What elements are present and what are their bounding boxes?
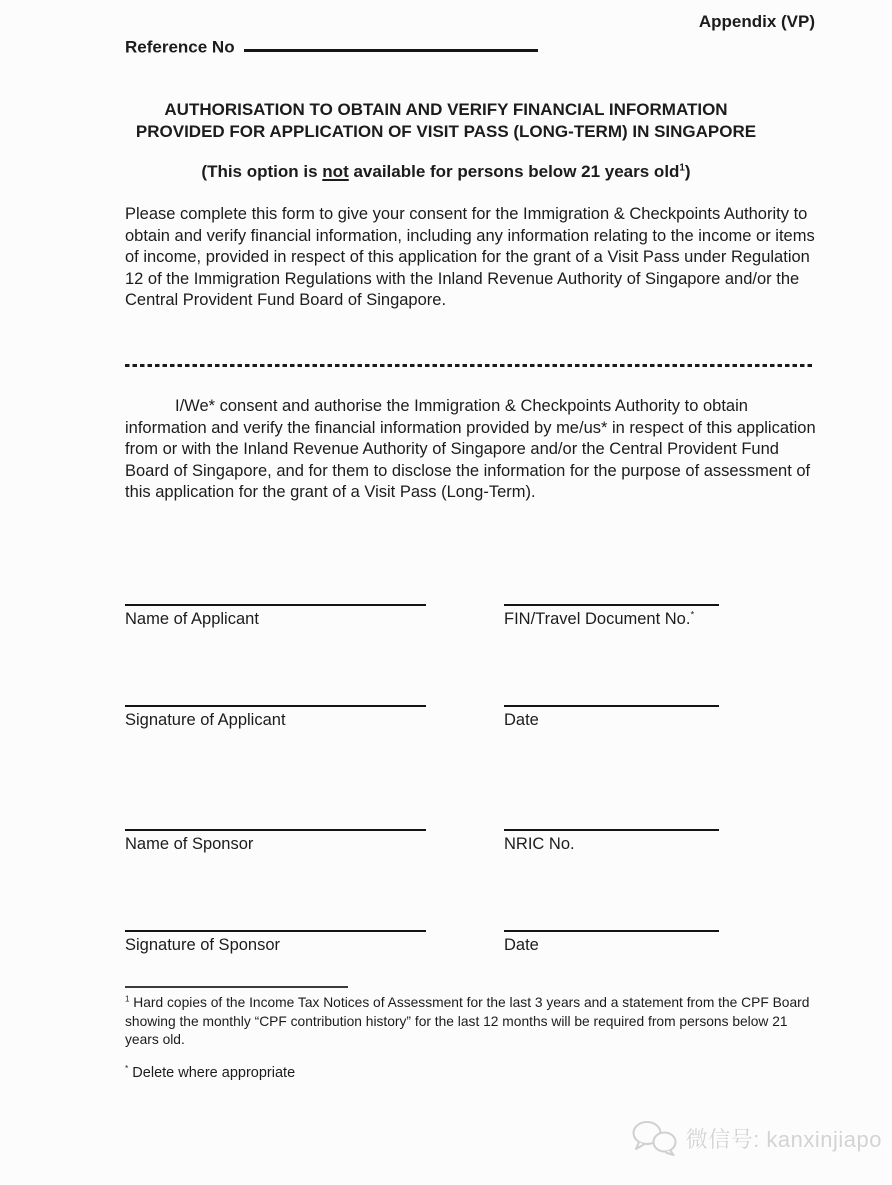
signature-line	[125, 705, 426, 707]
footnote-1-text: Hard copies of the Income Tax Notices of Assessment for the last 3 years and a statement from the CPF Board showing the monthly “CPF contribution history” for the last 12 months will be required from persons below 21 years old.	[125, 995, 810, 1048]
field-label: Date	[504, 711, 539, 729]
age-note-superscript: 1	[679, 162, 685, 174]
field-label: Name of Sponsor	[125, 835, 254, 853]
footnote-delete-where-appropriate	[125, 1064, 817, 1083]
age-note-pre: (This option is	[201, 162, 323, 181]
reference-row	[125, 35, 538, 57]
reference-label: Reference No	[125, 37, 235, 57]
field-label	[504, 610, 719, 629]
field-date-applicant	[504, 705, 719, 730]
consent-paragraph: I/We* consent and authorise the Immigration & Checkpoints Authority to obtain information and verify the financial information provided by me/us* in respect of this application from or with the Inland Revenue Authority of Singapore and/or the Central Provident Fund Board of Singapore, and for them to disclose the information for the purpose of assessment of this application for the grant of a Visit Pass (Long-Term).	[125, 397, 816, 502]
sponsor-signature-row	[125, 930, 817, 982]
field-name-of-applicant	[125, 604, 426, 629]
footnote-2-superscript: *	[125, 1063, 129, 1074]
wechat-icon	[631, 1120, 679, 1156]
reference-blank-line	[244, 35, 538, 52]
field-label: Signature of Applicant	[125, 711, 286, 729]
form-title-line1: AUTHORISATION TO OBTAIN AND VERIFY FINANCIAL INFORMATION	[164, 100, 728, 119]
appendix-label: Appendix (VP)	[698, 12, 815, 31]
watermark-text: 微信号: kanxinjiapo	[685, 1126, 882, 1152]
age-note-close: )	[684, 162, 691, 181]
watermark	[631, 1120, 882, 1156]
field-label-superscript: *	[690, 609, 695, 621]
field-label: Signature of Sponsor	[125, 936, 281, 954]
field-label: NRIC No.	[504, 835, 575, 853]
applicant-identity-row	[125, 604, 817, 656]
signature-line	[125, 930, 426, 932]
field-label: Date	[504, 936, 539, 954]
signature-line	[504, 705, 719, 707]
field-signature-of-sponsor	[125, 930, 426, 955]
age-restriction-note	[101, 162, 791, 182]
field-signature-of-applicant	[125, 705, 426, 730]
footnote-1-superscript: 1	[125, 994, 130, 1004]
field-fin-travel-document-no	[504, 604, 719, 629]
applicant-signature-row	[125, 705, 817, 757]
signature-line	[504, 930, 719, 932]
age-note-underlined: not	[322, 162, 349, 181]
footnote-income-tax	[125, 994, 817, 1050]
intro-paragraph: Please complete this form to give your consent for the Immigration & Checkpoints Authority to obtain and verify financial information, including any information relating to the income or items of income, provided in respect of this application for the grant of a Visit Pass under Regulation 12 of the Immigration Regulations with the Inland Revenue Authority of Singapore and/or the Central Provident Fund Board of Singapore.	[125, 205, 815, 310]
signature-line	[504, 829, 719, 831]
footnote-divider	[125, 986, 348, 988]
signature-line	[125, 604, 426, 606]
field-date-sponsor	[504, 930, 719, 955]
field-label: Name of Applicant	[125, 610, 259, 628]
signature-line	[504, 604, 719, 606]
field-nric-no	[504, 829, 719, 854]
field-label-text: FIN/Travel Document No.	[504, 610, 691, 628]
signature-line	[125, 829, 426, 831]
form-title	[101, 99, 791, 142]
footnote-2-text: Delete where appropriate	[128, 1065, 296, 1081]
age-note-post: available for persons below 21 years old	[348, 162, 680, 181]
form-title-line2: PROVIDED FOR APPLICATION OF VISIT PASS (LONG-TERM) IN SINGAPORE	[135, 121, 757, 141]
field-name-of-sponsor	[125, 829, 426, 854]
sponsor-identity-row	[125, 829, 817, 881]
dashed-divider	[125, 364, 813, 367]
